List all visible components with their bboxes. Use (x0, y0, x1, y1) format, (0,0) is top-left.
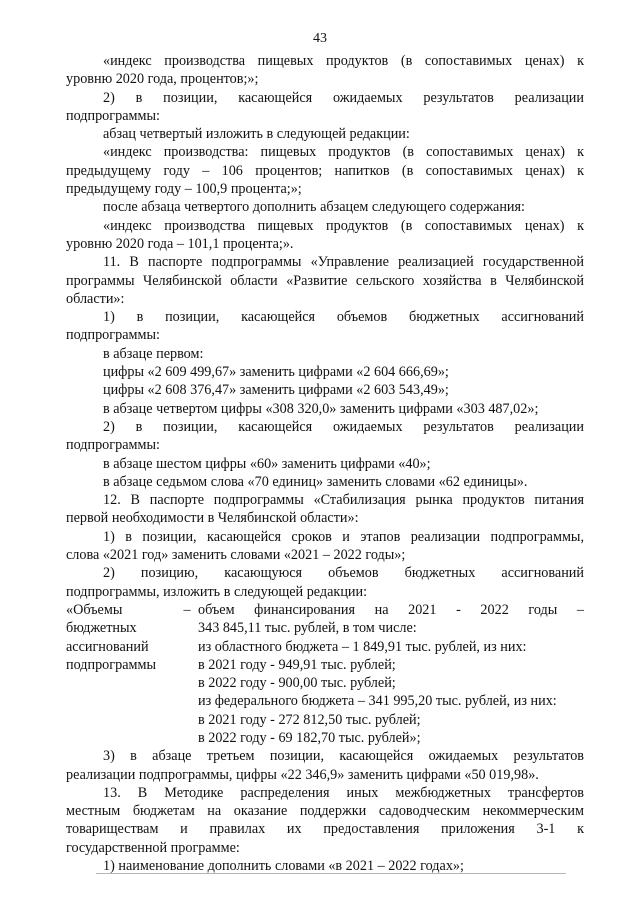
text-line: 1) наименование дополнить словами «в 2021 – 2022 годах»; (103, 858, 464, 875)
passport-body (198, 601, 584, 747)
text-line: 2) позицию, касающуюся объемов бюджетных ассигнований (103, 565, 584, 582)
text-line: «индекс производства пищевых продуктов (в сопоставимых ценах) к (103, 53, 584, 69)
text-line: местным бюджетам на оказание поддержки садоводческим некоммерческим (66, 803, 584, 820)
text-line: 2) в позиции, касающейся ожидаемых результатов реализации (103, 418, 584, 435)
text-line: товариществам и правилах их предоставления приложения 3-1 к (66, 821, 584, 838)
text-line: цифры «2 608 376,47» заменить цифрами «2 603 543,49»; (103, 382, 449, 399)
passport-label-line: «Объемы (66, 601, 123, 618)
text-line: абзац четвертый изложить в следующей редакции: (103, 126, 410, 143)
section-heading-13: 13. В Методике распределения иных межбюджетных трансфертов (103, 784, 584, 801)
passport-line: из областного бюджета – 1 849,91 тыс. рублей, из них: (198, 638, 527, 655)
page-number: 43 (313, 31, 327, 46)
text-line: области»: (66, 290, 125, 307)
passport-label (66, 601, 176, 747)
passport-line: из федерального бюджета – 341 995,20 тыс. рублей, из них: (198, 693, 557, 710)
text-line: в абзаце шестом цифры «60» заменить цифрами «40»; (103, 455, 431, 472)
passport-line: 343 845,11 тыс. рублей, в том числе: (198, 620, 417, 637)
text-line: предыдущему году – 100,9 процента;»; (66, 181, 302, 198)
text-line: цифры «2 609 499,67» заменить цифрами «2 604 666,69»; (103, 364, 449, 381)
text-line: 1) в позиции, касающейся объемов бюджетных ассигнований (103, 309, 584, 326)
section-heading-12: 12. В паспорте подпрограммы «Стабилизация рынка продуктов питания (103, 492, 584, 509)
section-heading-11: 11. В паспорте подпрограммы «Управление реализацией государственной (103, 254, 584, 271)
passport-label-line: бюджетных (66, 620, 137, 637)
passport-label-line: подпрограммы (66, 656, 156, 673)
passport-line: в 2022 году - 900,00 тыс. рублей; (198, 675, 396, 692)
passport-line: в 2021 году - 272 812,50 тыс. рублей; (198, 711, 421, 728)
text-line: уровню 2020 года, процентов;»; (66, 71, 259, 88)
page-bottom-rule (96, 873, 566, 874)
text-line: слова «2021 год» заменить словами «2021 – 2022 годы»; (66, 547, 406, 564)
passport-line: в 2022 году - 69 182,70 тыс. рублей»; (198, 729, 421, 746)
document-body (66, 52, 584, 875)
text-line: подпрограммы: (66, 107, 160, 124)
text-line: в абзаце седьмом слова «70 единиц» заменить словами «62 единицы». (103, 473, 528, 490)
text-line: подпрограммы, изложить в следующей редакции: (66, 583, 368, 600)
text-line: программы Челябинской области «Развитие сельского хозяйства в Челябинской (66, 272, 584, 289)
text-line: в абзаце четвертом цифры «308 320,0» заменить цифрами «303 487,02»; (103, 400, 539, 417)
text-line: 3) в абзаце третьем позиции, касающейся ожидаемых результатов (103, 748, 584, 765)
text-line: «индекс производства пищевых продуктов (в сопоставимых ценах) к (103, 217, 584, 234)
text-line: первой необходимости в Челябинской области»: (66, 510, 359, 527)
passport-label-line: ассигнований (66, 638, 149, 655)
text-line: подпрограммы: (66, 327, 160, 344)
text-line: предыдущему году – 106 процентов; напитков (в сопоставимых ценах) к (66, 162, 584, 179)
text-line: подпрограммы: (66, 437, 160, 454)
text-line: 2) в позиции, касающейся ожидаемых результатов реализации (103, 89, 584, 106)
passport-line: в 2021 году - 949,91 тыс. рублей; (198, 656, 396, 673)
text-line: после абзаца четвертого дополнить абзацем следующего содержания: (103, 199, 525, 216)
text-line: «индекс производства: пищевых продуктов (в сопоставимых ценах) к (103, 144, 584, 161)
passport-table (66, 601, 584, 747)
passport-line: объем финансирования на 2021 - 2022 годы – (198, 601, 584, 618)
text-line: уровню 2020 года – 101,1 процента;». (66, 235, 294, 252)
passport-dash: – (183, 601, 191, 618)
text-line: реализации подпрограммы, цифры «22 346,9» заменить цифрами «50 019,98». (66, 766, 539, 783)
text-line: в абзаце первом: (103, 345, 204, 362)
text-line: 1) в позиции, касающейся сроков и этапов реализации подпрограммы, (103, 528, 584, 545)
text-line: государственной программе: (66, 839, 240, 856)
